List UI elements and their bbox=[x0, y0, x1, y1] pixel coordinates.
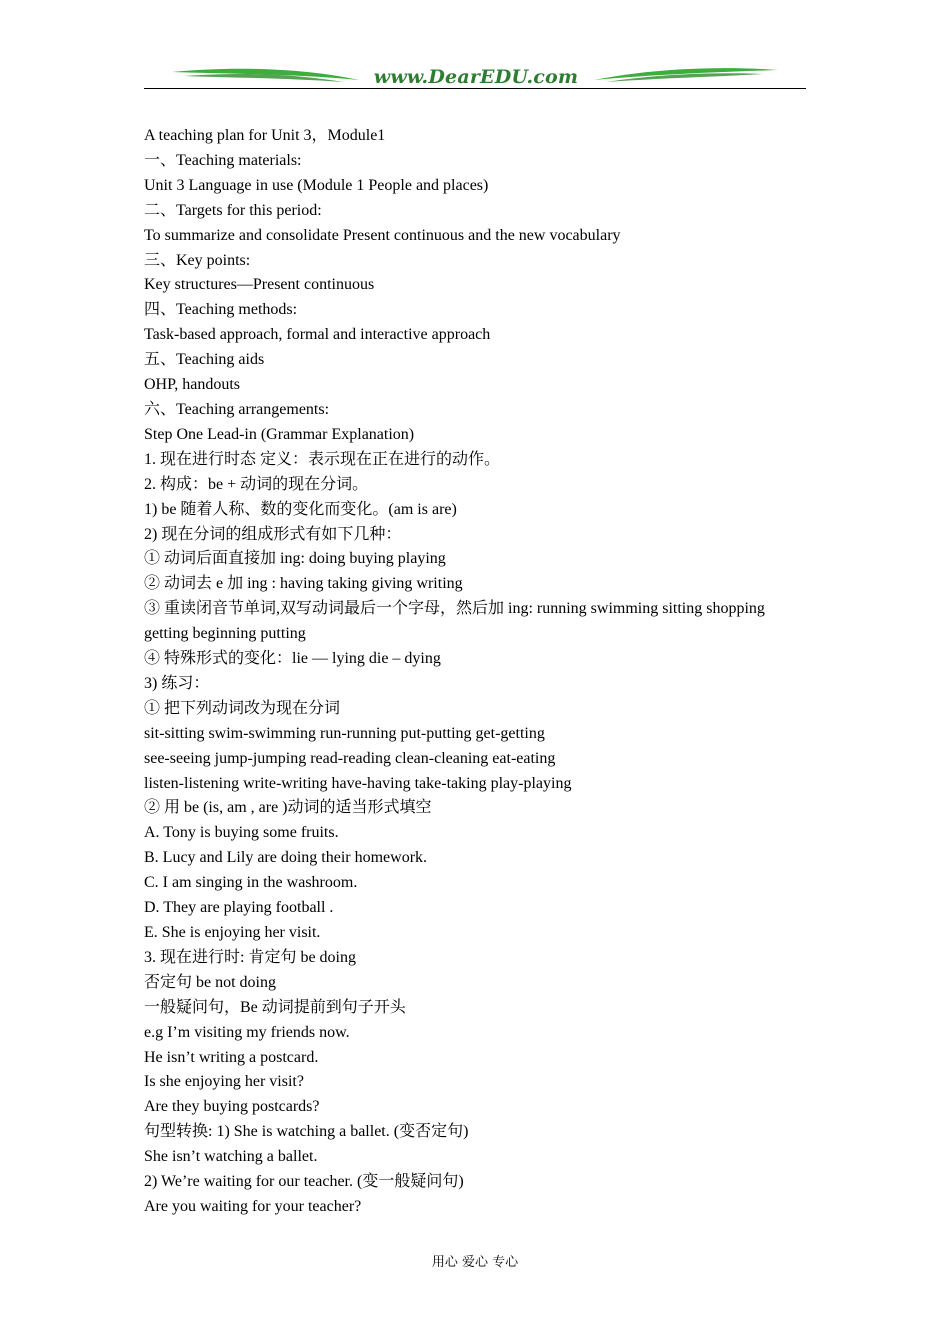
doc-title: A teaching plan for Unit 3，Module1 bbox=[144, 127, 386, 144]
text-line: 3) 练习： bbox=[144, 674, 210, 692]
text-line: He isn’t writing a postcard. bbox=[144, 1048, 319, 1066]
section-heading: 六、Teaching arrangements: bbox=[144, 400, 330, 418]
text-line: Step One Lead-in (Grammar Explanation) bbox=[144, 425, 415, 443]
text-line: Task-based approach, formal and interactive approach bbox=[144, 326, 491, 344]
text-line: ④ 特殊形式的变化：lie — lying die – dying bbox=[144, 650, 441, 668]
text-line: Are you waiting for your teacher? bbox=[144, 1197, 362, 1215]
text-line: listen-listening write-writing have-having take-taking play-playing bbox=[144, 774, 572, 792]
text-line: see-seeing jump-jumping read-reading clean-cleaning eat-eating bbox=[144, 749, 556, 767]
text-line: Unit 3 Language in use (Module 1 People and places) bbox=[144, 176, 489, 194]
text-line: ② 用 be (is, am , are )动词的适当形式填空 bbox=[144, 799, 432, 817]
section-heading: 一、Teaching materials: bbox=[144, 151, 302, 169]
text-line: Is she enjoying her visit? bbox=[144, 1073, 304, 1091]
page-footer: 用心 爱心 专心 bbox=[431, 1255, 519, 1270]
text-line: 1. 现在进行时态 定义：表示现在正在进行的动作。 bbox=[144, 450, 501, 468]
text-line: 3. 现在进行时: 肯定句 be doing bbox=[144, 948, 356, 966]
text-line: e.g I’m visiting my friends now. bbox=[144, 1023, 350, 1041]
text-line: D. They are playing football . bbox=[144, 899, 334, 917]
text-line: 一般疑问句，Be 动词提前到句子开头 bbox=[144, 998, 406, 1016]
text-line: 1) be 随着人称、数的变化而变化。(am is are) bbox=[144, 500, 457, 518]
section-heading: 三、Key points: bbox=[144, 251, 251, 269]
section-heading: 四、Teaching methods: bbox=[144, 301, 298, 319]
document-body bbox=[144, 124, 808, 1220]
text-line: sit-sitting swim-swimming run-running put-putting get-getting bbox=[144, 724, 545, 742]
section-heading: 五、Teaching aids bbox=[144, 351, 265, 369]
text-line: ② 动词去 e 加 ing : having taking giving writing bbox=[144, 575, 463, 593]
text-line: To summarize and consolidate Present continuous and the new vocabulary bbox=[144, 226, 621, 244]
text-line: OHP, handouts bbox=[144, 376, 241, 394]
text-line: 2) We’re waiting for our teacher. (变一般疑问句) bbox=[144, 1173, 464, 1191]
text-line: Key structures—Present continuous bbox=[144, 276, 375, 294]
header-rule bbox=[144, 88, 806, 89]
text-line: E. She is enjoying her visit. bbox=[144, 924, 321, 941]
text-line: 句型转换: 1) She is watching a ballet. (变否定句) bbox=[144, 1123, 469, 1141]
text-line: 否定句 be not doing bbox=[144, 973, 276, 991]
text-line: She isn’t watching a ballet. bbox=[144, 1148, 318, 1166]
text-line: ① 把下列动词改为现在分词 bbox=[144, 699, 341, 717]
text-line: B. Lucy and Lily are doing their homework. bbox=[144, 849, 428, 867]
text-line: 2) 现在分词的组成形式有如下几种： bbox=[144, 525, 402, 543]
text-line: ① 动词后面直接加 ing: doing buying playing bbox=[144, 550, 446, 568]
site-logo-text: www.DearEDU.com bbox=[373, 66, 579, 88]
text-line: A. Tony is buying some fruits. bbox=[144, 824, 339, 842]
text-line: Are they buying postcards? bbox=[144, 1098, 320, 1116]
text-line: ③ 重读闭音节单词,双写动词最后一个字母，然后加 ing: running swimming sitting shopping getting beginning putting bbox=[144, 600, 765, 643]
section-heading: 二、Targets for this period: bbox=[144, 201, 322, 219]
text-line: 2. 构成：be + 动词的现在分词。 bbox=[144, 475, 369, 493]
text-line: C. I am singing in the washroom. bbox=[144, 874, 358, 892]
